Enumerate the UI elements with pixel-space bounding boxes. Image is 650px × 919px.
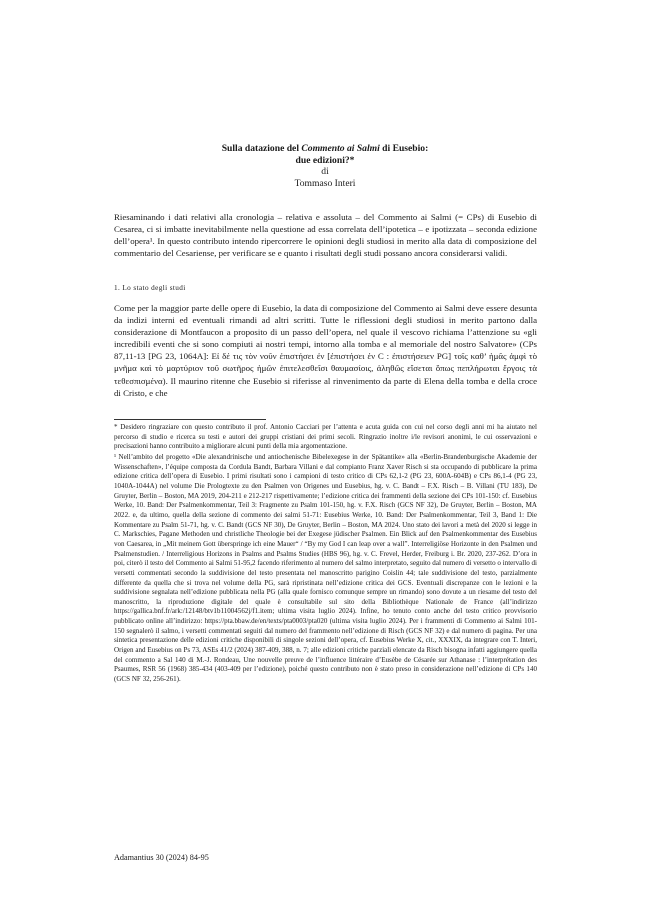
article-title: Sulla datazione del Commento ai Salmi di Eusebio: [221,143,429,154]
author-name: Tommaso Interi [294,177,356,189]
section-paragraph: Come per la maggior parte delle opere di Eusebio, la data di composizione del Commento ai Salmi deve essere desunta da indizi interni ed eventuali rimandi ad altri scritti. Tutte le riflessioni degli studiosi in merito partono dalla considerazione di Montfaucon a proposito di un passo dell’opera, nel quale il vescovo richiama l’attenzione su «gli incredibili eventi che si sono compiuti ai nostri tempi, intorno alla tomba e al memoriale del nostro Salvatore» (CPs 87,11-13 [PG 23, 1064A]: Εἰ δέ τις τὸν νοῦν ἐπιστήσει ἐν [ἐπιστήσει ἐν C : ἐπιστήσειεν PG] τοῖς καθ’ ἡμᾶς ἀμφὶ τὸ μνῆμα καὶ τὸ μαρτύριον τοῦ σωτῆρος ἡμῶν ἐπιτελεσθεῖσι θαυμασίοις, ἀληθῶς εἴσεται ὅπως πεπλήρωται ἔργοις τὰ τεθεσπισμένα). Il maurino ritenne che Eusebio si riferisse al rinvenimento da parte di Elena della tomba e della croce di Cristo, e che [114,303,537,398]
journal-footer: Adamantius 30 (2024) 84-95 [114,853,209,862]
footnote-1: ¹ Nell’ambito del progetto «Die alexandrinische und antiochenische Bibelexegese in der Spätantike» alla «Berlin-Brandenburgische Akademie der Wissenschaften», l’équipe composta da Cordula Bandt, Barbara Villani e dal compianto Franz Xaver Risch si sta occupando di pubblicare la prima edizione critica dell’opera di Eusebio. I primi risultati sono i campioni di testo critico di CPs 62,1-2 (PG 23, 600A-604B) e CPs 86,1-4 (PG 23, 1040A-1044A) nel volume Die Prologtexte zu den Psalmen von Origenes und Eusebius, hg. v. C. Bandt – F.X. Risch – B. Villani (TU 183), De Gruyter, Berlin – Boston, MA 2019, 204-211 e 212-217 rispettivamente; l’edizione critica dei frammenti della sezione dei CPs 101-150: cf. Eusebius Werke, 10. Band: Der Psalmenkommentar, Teil 3: Fragmente zu Psalm 101-150, hg. v. F.X. Risch (GCS NF 32), De Gruyter, Berlin – Boston, MA 2022. e, da ultimo, quella della sezione di commento dei salmi 51-71: Eusebius Werke, 10. Band: Der Psalmenkommentar, Teil 3, Band 1: Die Kommentare zu Psalm 51-71, hg. v. C. Bandt (GCS NF 30), De Gruyter, Berlin – Boston, MA 2024. Uno stato dei lavori a metà del 2020 si legge in C. Markschies, Pagane Methoden und christliche Theologie bei der Exegese jüdischer Psalmen. Ein Blick auf den Psalmenkommentar des Eusebius von Caesarea, in „Mit meinem Gott überspringe ich eine Mauer“ / “By my God I can leap over a wall”. Interreligiöse Horizonte in den Psalmen und Psalmenstudien. / Interreligious Horizons in Psalms and Psalms Studies (HBS 96), hg. v. C. Frevel, Herder, Freiburg i. Br. 2020, 237-262. D’ora in poi, citerò il testo del Commento ai Salmi 51-95,2 facendo riferimento al numero del salmo interpretato, seguito dal numero di versetto o intervallo di versetti commentati secondo la suddivisione del testo presentata nel manoscritto parigino Coislin 44; tale suddivisione del testo, parzialmente differente da quella che si trova nel volume della PG, sarà ripristinata nell’edizione critica dei GCS. Eventuali discrepanze con le lezioni e la suddivisione segnalata nell’edizione pubblicata nella PG (alla quale fornisco comunque sempre un rimando) sono dovute a un riesame del testo del manoscritto, la riproduzione digitale del quale è consultabile sul sito della Bibliothèque Nationale de France (all’indirizzo https://gallica.bnf.fr/ark:/12148/btv1b11004562j/f1.item; ultima visita luglio 2024). Infine, ho tenuto conto anche del testo critico provvisorio pubblicato online all’indirizzo: https://pta.bbaw.de/en/texts/pta0003/pta020 (ultima visita luglio 2024). Per i frammenti di Commento ai Salmi 101-150 segnalerò il salmo, i versetti commentati seguiti dal numero del frammento nell’edizione di Risch (GCS NF 32) e dal numero di pagina. Per una sintetica presentazione delle edizioni critiche disponibili di singole sezioni dell’opera, cf. Eusebius Werke X, cit., XXXIX, da integrare con T. Interi, Origen and Eusebius on Ps 73, ASEs 41/2 (2024) 387-409, 388, n. 7; alle edizioni critiche parziali elencate da Risch bisogna infatti aggiungere quella del commento a Sal 140 di M.-J. Rondeau, Une nouvelle preuve de l’influence littéraire d’Eusèbe de Césarée sur Athanase : l’interprétation des Psaumes, RSR 56 (1968) 385-434 (403-409 per l’edizione), poiché questo contributo non è stato preso in considerazione nell’edizione di CPs 140 (GCS NF 32, 256-261). [114,452,537,684]
section-heading: 1. Lo stato degli studi [114,284,186,292]
byline-di: di [321,166,329,177]
abstract-paragraph: Riesaminando i dati relativi alla cronologia – relativa e assoluta – del Commento ai Salmi (= CPs) di Eusebio di Cesarea, ci si imbatte inevitabilmente nella questione ad essa correlata dell’ipotetica – e ipotizzata – seconda edizione dell’opera¹. In questo contributo intendo ripercorrere le opinioni degli studiosi in merito alla data di composizione del commentario del Cesariense, per verificare se e quanto i risultati degli studi possano ancora considerarsi validi. [114,212,537,259]
article-header [115,143,535,189]
footnote-separator [114,419,266,420]
footnotes [114,423,537,686]
footnote-star: * Desidero ringraziare con questo contributo il prof. Antonio Cacciari per l’attenta e acuta guida con cui nel corso degli anni mi ha aiutato nel percorso di studio e ricerca su testi e autori dei gruppi cristiani dei primi secoli. Ringrazio inoltre i/le revisori anonimi, le cui osservazioni e precisazioni hanno contribuito a migliorare alcuni punti della mia argomentazione. [114,423,537,451]
article-subtitle: due edizioni?* [295,154,355,166]
